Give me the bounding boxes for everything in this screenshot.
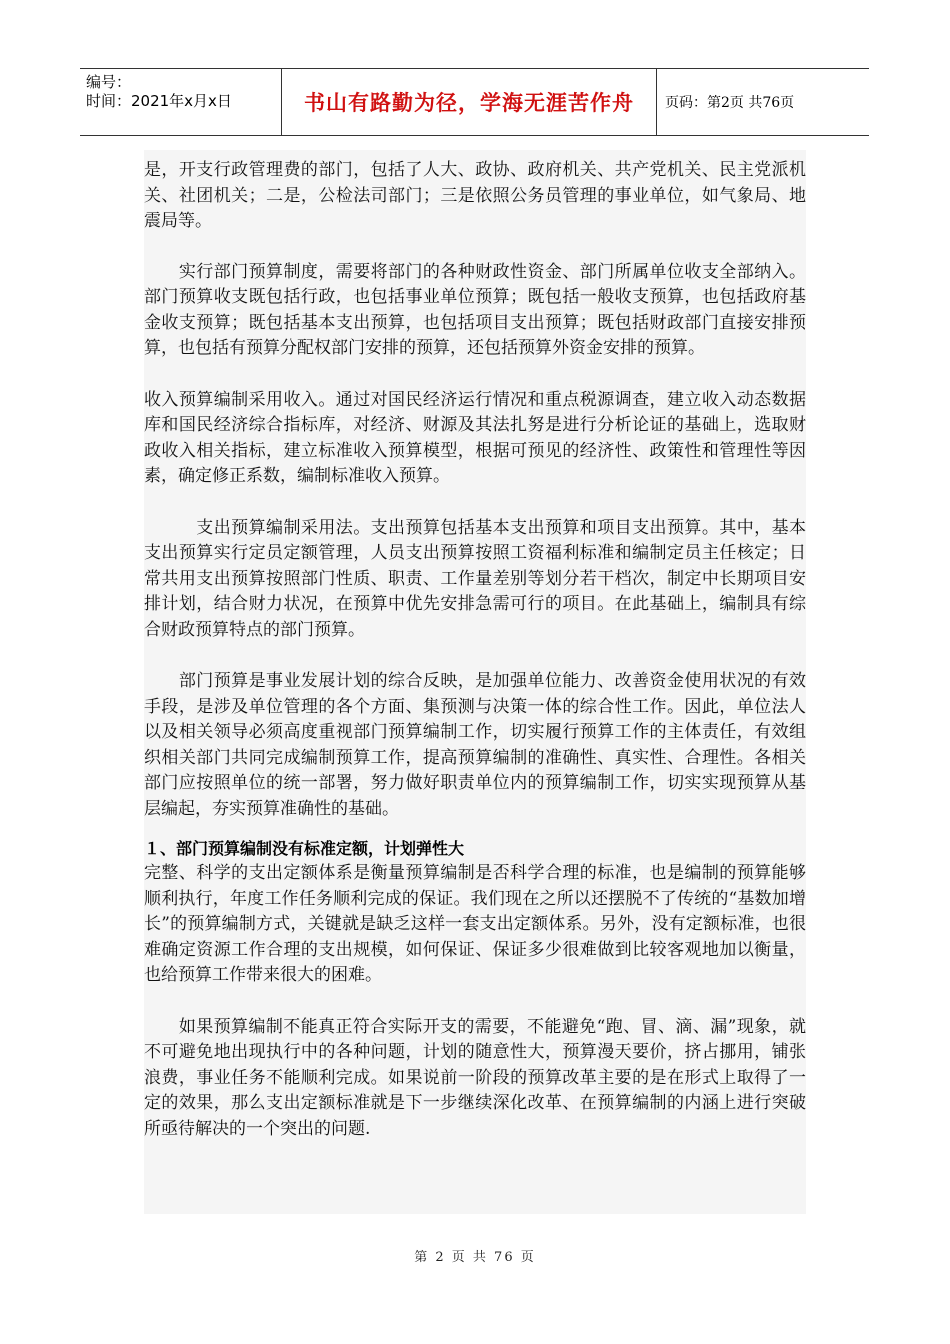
document-body [144,150,806,1214]
time-label: 时间：2021年x月x日 [86,92,232,110]
paragraph: 部门预算是事业发展计划的综合反映，是加强单位能力、改善资金使用状况的有效手段，是涉及单位管理的各个方面、集预测与决策一体的综合性工作。因此，单位法人以及相关领导必须高度重视部门预算编制工作，切实履行预算工作的主体责任，有效组织相关部门共同完成编制预算工作，提高预算编制的准确性、真实性、合理性。各相关部门应按照单位的统一部署，努力做好职责单位内的预算编制工作，切实实现预算从基层编起，夯实预算准确性的基础。 [144,671,806,819]
motto: 书山有路勤为径，学海无涯苦作舟 [281,69,657,135]
number-label: 编号： [86,73,132,91]
paragraph: 如果预算编制不能真正符合实际开支的需要，不能避免“跑、冒、滴、漏”现象，就不可避免地出现执行中的各种问题，计划的随意性大，预算漫天要价，挤占挪用，铺张浪费，事业任务不能顺利完成。如果说前一阶段的预算改革主要的是在形式上取得了一定的效果，那么支出定额标准就是下一步继续深化改革、在预算编制的内涵上进行突破所亟待解决的一个突出的问题. [144,1016,806,1139]
section-heading: １、部门预算编制没有标准定额，计划弹性大 [144,839,465,858]
paragraph: 是，开支行政管理费的部门，包括了人大、政协、政府机关、共产党机关、民主党派机关、社团机关；二是，公检法司部门；三是依照公务员管理的事业单位，如气象局、地震局等。 [144,160,806,231]
page-info: 页码：第2页 共76页 [665,95,795,111]
paragraph: 支出预算编制采用法。支出预算包括基本支出预算和项目支出预算。其中，基本支出预算实行定员定额管理，人员支出预算按照工资福利标准和编制定员主任核定；日常共用支出预算按照部门性质、职责、工作量差别等划分若干档次，制定中长期项目安排计划，结合财力状况，在预算中优先安排急需可行的项目。在此基础上，编制具有综合财政预算特点的部门预算。 [144,517,806,640]
paragraph: 完整、科学的支出定额体系是衡量预算编制是否科学合理的标准，也是编制的预算能够顺利执行，年度工作任务顺利完成的保证。我们现在之所以还摆脱不了传统的“基数加增长”的预算编制方式，关键就是缺乏这样一套支出定额体系。另外，没有定额标准，也很难确定资源工作合理的支出规模，如何保证、保证多少很难做到比较客观地加以衡量，也给预算工作带来很大的困难。 [144,863,806,985]
paragraph: 实行部门预算制度，需要将部门的各种财政性资金、部门所属单位收支全部纳入。部门预算收支既包括行政，也包括事业单位预算；既包括一般收支预算，也包括政府基金收支预算；既包括基本支出预算，也包括项目支出预算；既包括财政部门直接安排预算，也包括有预算分配权部门安排的预算，还包括预算外资金安排的预算。 [144,261,806,358]
page-footer: 第 2 页 共 76 页 [414,1250,536,1265]
page-header [80,68,869,136]
header-meta [80,69,281,135]
paragraph: 收入预算编制采用收入。通过对国民经济运行情况和重点税源调查，建立收入动态数据库和国民经济综合指标库，对经济、财源及其法扎努是进行分析论证的基础上，选取财政收入相关指标，建立标准收入预算模型，根据可预见的经济性、政策性和管理性等因素，确定修正系数，编制标准收入预算。 [144,389,806,486]
